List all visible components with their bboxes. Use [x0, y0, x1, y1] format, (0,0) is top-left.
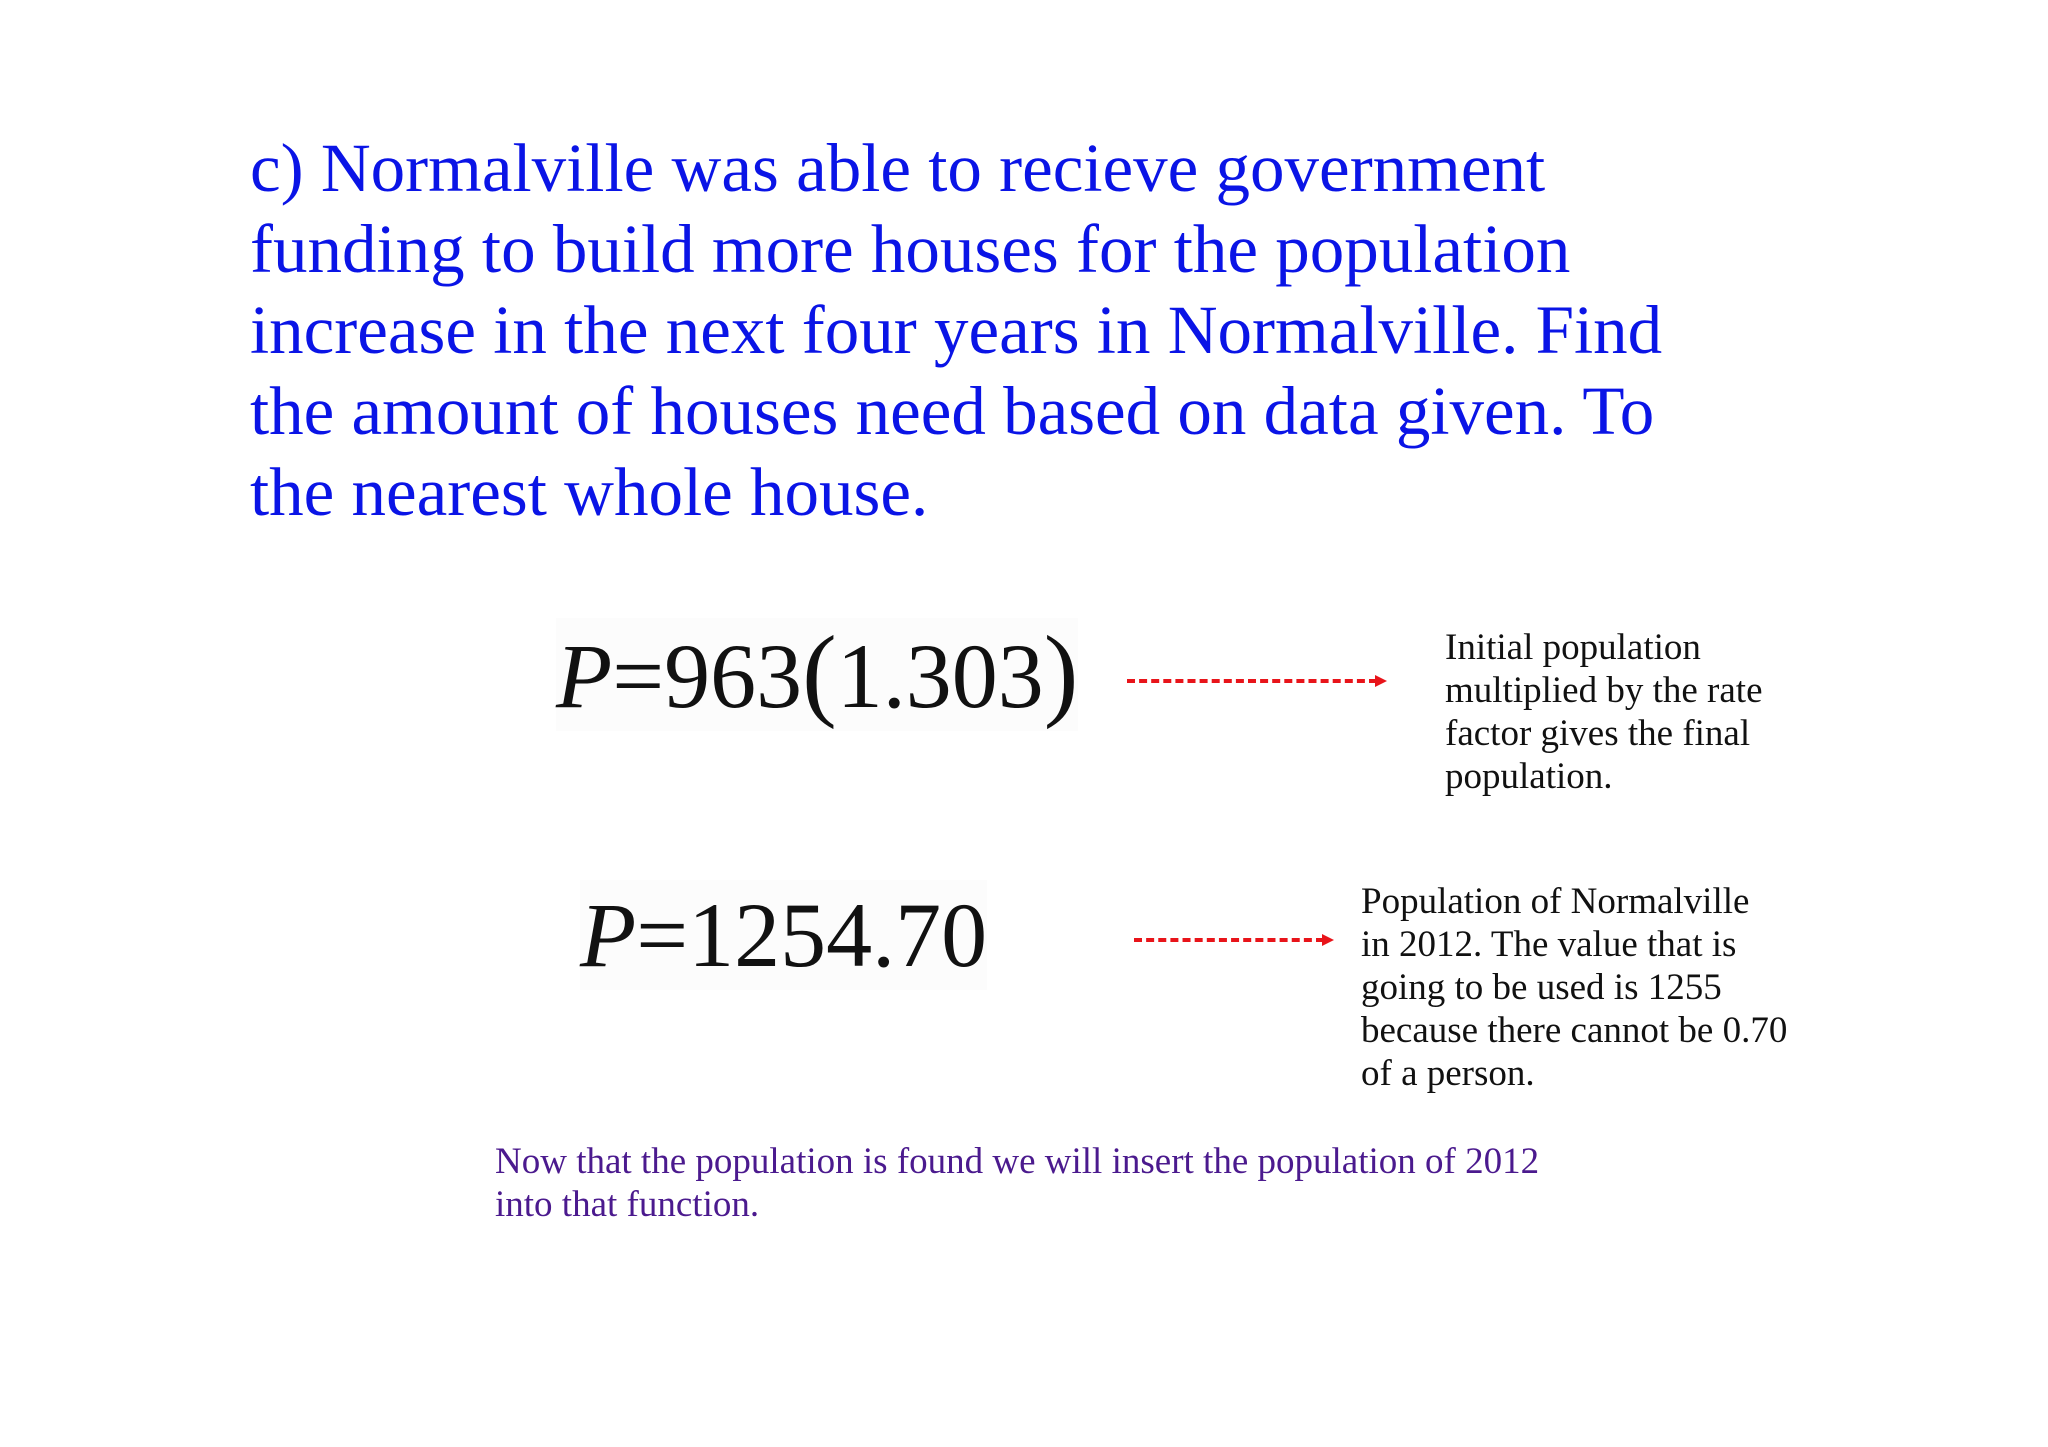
- equation-result-value: 1254.70: [688, 884, 988, 986]
- note-line: in 2012. The value that is: [1361, 924, 1737, 965]
- note-line: Population of Normalville: [1361, 881, 1750, 922]
- dashed-arrow-icon: [1134, 938, 1324, 942]
- equation-paren-open: (: [802, 615, 837, 730]
- note-line: of a person.: [1361, 1053, 1535, 1094]
- question-line: increase in the next four years in Normalville. Find: [250, 292, 1663, 368]
- explanation-note: [1445, 626, 1763, 798]
- question-line: the amount of houses need based on data given. To: [250, 373, 1655, 449]
- equation-equals: =: [612, 625, 665, 727]
- note-line: Initial population: [1445, 627, 1701, 668]
- question-line: c) Normalville was able to recieve government: [250, 130, 1546, 206]
- equation-variable: P: [556, 625, 613, 727]
- equation-variable: P: [580, 884, 637, 986]
- explanation-note: [1361, 880, 1787, 1095]
- footer-note: [495, 1140, 1539, 1226]
- note-line: multiplied by the rate: [1445, 670, 1763, 711]
- equation-equals: =: [636, 884, 689, 986]
- equation-initial-value: 963: [664, 625, 803, 727]
- dashed-arrow-icon: [1127, 679, 1377, 683]
- equation-result: [580, 880, 987, 990]
- footer-line: into that function.: [495, 1184, 760, 1225]
- note-line: population.: [1445, 756, 1613, 797]
- equation-growth: [556, 615, 1079, 731]
- note-line: going to be used is 1255: [1361, 967, 1722, 1008]
- question-text: [250, 128, 1770, 533]
- note-line: factor gives the final: [1445, 713, 1751, 754]
- question-line: funding to build more houses for the population: [250, 211, 1571, 287]
- equation-rate-factor: 1.303: [836, 625, 1044, 727]
- question-line: the nearest whole house.: [250, 454, 929, 530]
- equation-paren-close: ): [1043, 615, 1079, 730]
- footer-line: Now that the population is found we will insert the population of 2012: [495, 1141, 1540, 1182]
- note-line: because there cannot be 0.70: [1361, 1010, 1788, 1051]
